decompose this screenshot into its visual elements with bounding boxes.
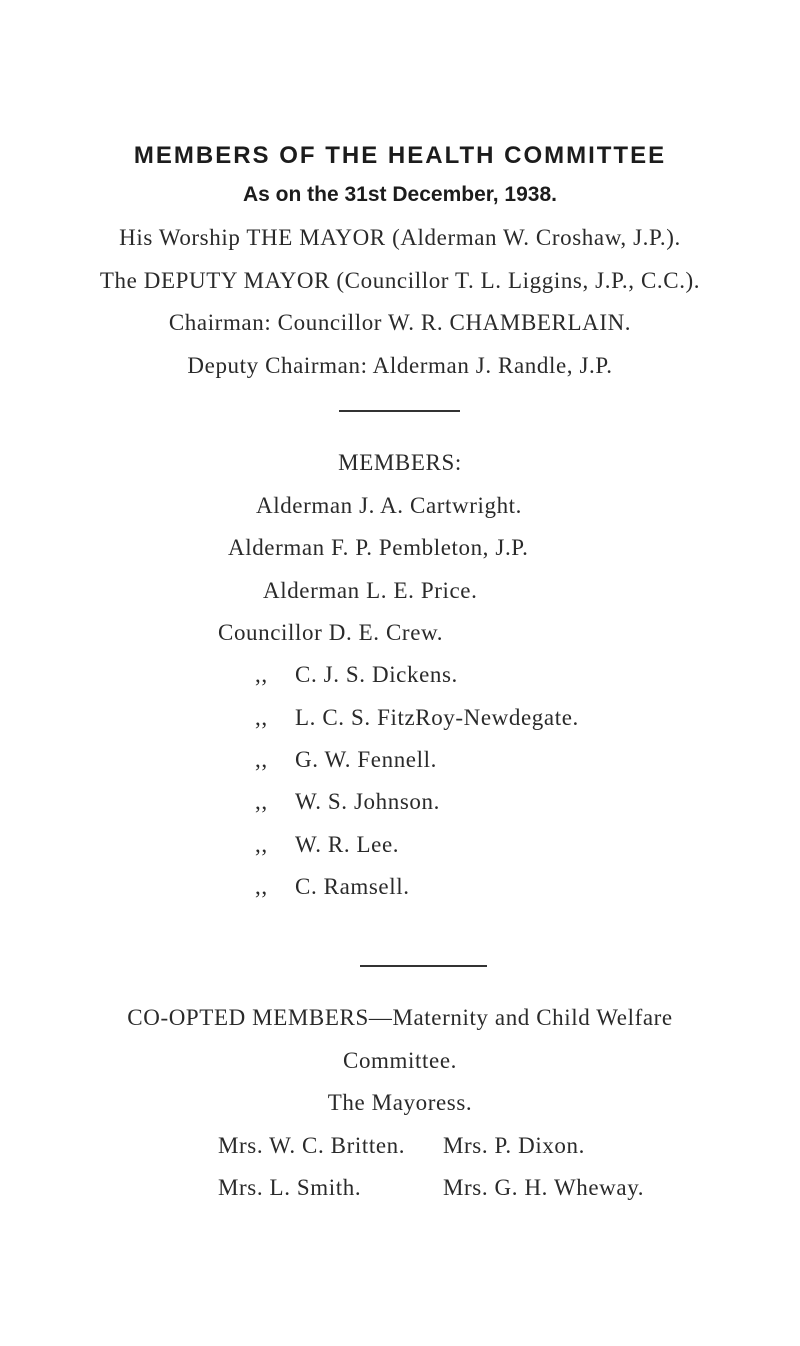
alderman-item: Alderman F. P. Pembleton, J.P.: [228, 535, 529, 560]
ditto-mark: ,,: [255, 747, 268, 772]
coopted-heading-cont: Committee.: [343, 1048, 457, 1073]
councillor-name: W. R. Lee.: [295, 832, 400, 857]
ditto-mark: ,,: [255, 832, 268, 857]
deputy-chairman-line: Deputy Chairman: Alderman J. Randle, J.P.: [187, 353, 613, 378]
councillor-item: [255, 662, 458, 688]
councillor-name: C. J. S. Dickens.: [295, 662, 458, 687]
divider: [360, 965, 487, 967]
alderman-item: Alderman J. A. Cartwright.: [256, 493, 523, 518]
councillor-item: [255, 832, 399, 858]
as-of-date: As on the 31st December, 1938.: [243, 183, 557, 206]
councillor-item: [255, 747, 437, 773]
councillor-name: G. W. Fennell.: [295, 747, 437, 772]
ditto-mark: ,,: [255, 874, 268, 899]
coopted-member: Mrs. G. H. Wheway.: [443, 1175, 645, 1200]
ditto-mark: ,,: [255, 705, 268, 730]
coopted-heading: CO-OPTED MEMBERS—Maternity and Child Welfare: [127, 1005, 673, 1030]
councillor-name: W. S. Johnson.: [295, 789, 440, 814]
councillor-name: L. C. S. FitzRoy-Newdegate.: [295, 705, 579, 730]
councillor-item: [255, 874, 410, 900]
chairman-line: Chairman: Councillor W. R. CHAMBERLAIN.: [168, 310, 632, 335]
members-heading: MEMBERS:: [338, 450, 462, 475]
ditto-mark: ,,: [255, 662, 268, 687]
mayor-line: His Worship THE MAYOR (Alderman W. Croshaw, J.P.).: [119, 225, 681, 250]
coopted-member: Mrs. P. Dixon.: [443, 1133, 585, 1158]
coopted-member: Mrs. L. Smith.: [218, 1175, 362, 1200]
councillor-item: Councillor D. E. Crew.: [218, 620, 444, 645]
alderman-item: Alderman L. E. Price.: [263, 578, 478, 603]
page-title: MEMBERS OF THE HEALTH COMMITTEE: [133, 142, 667, 169]
ditto-mark: ,,: [255, 789, 268, 814]
councillor-item: [255, 705, 579, 731]
councillor-item: [255, 789, 440, 815]
deputy-mayor-line: The DEPUTY MAYOR (Councillor T. L. Liggins, J.P., C.C.).: [99, 268, 701, 293]
coopted-member: Mrs. W. C. Britten.: [218, 1133, 406, 1158]
divider: [339, 410, 460, 412]
councillor-name: C. Ramsell.: [295, 874, 410, 899]
coopted-member: The Mayoress.: [327, 1090, 473, 1115]
